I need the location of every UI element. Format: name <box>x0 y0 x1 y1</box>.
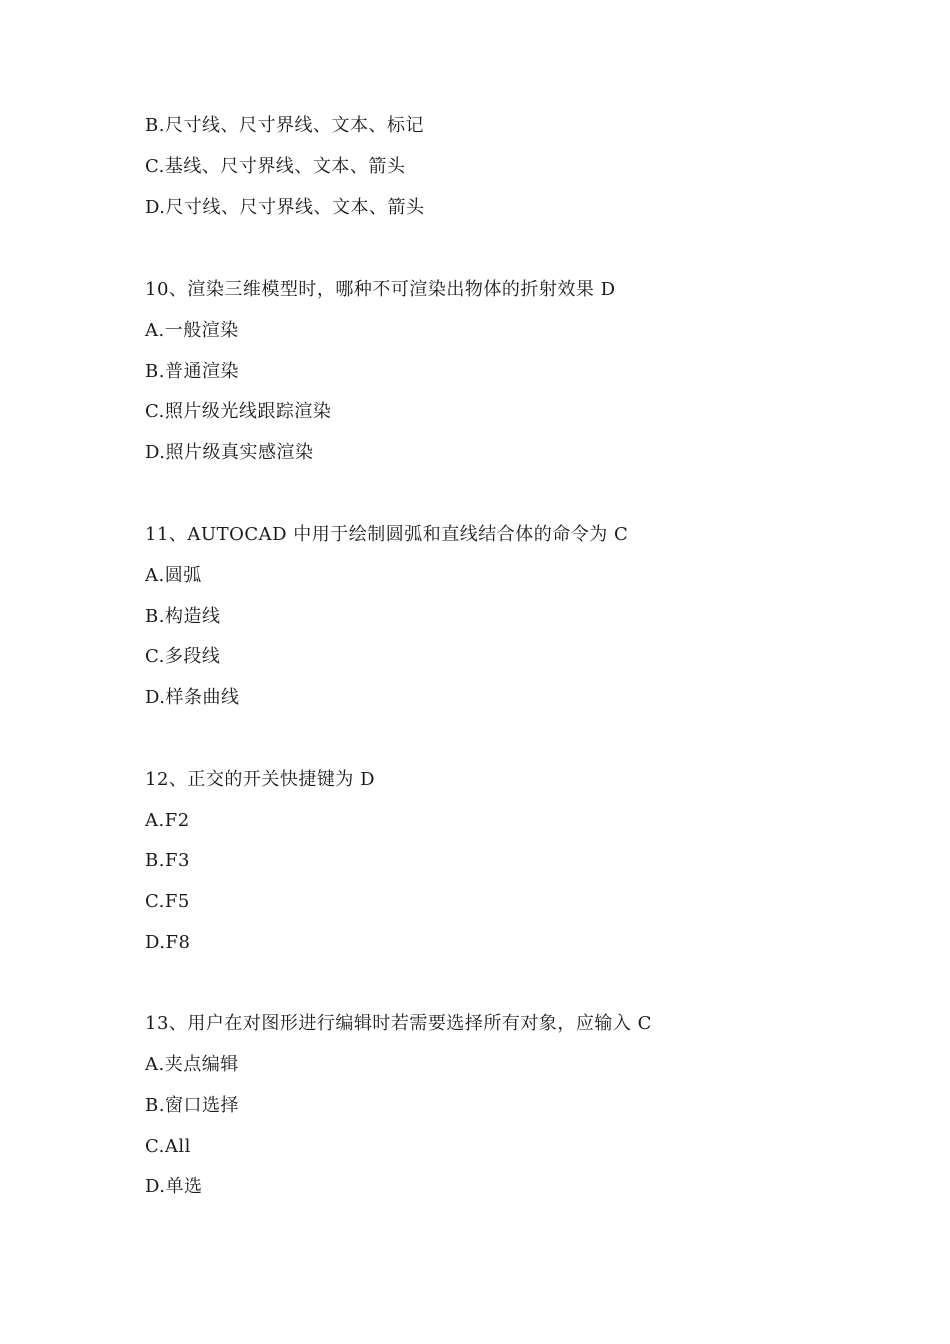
option-line: B.尺寸线、尺寸界线、文本、标记 <box>145 115 424 136</box>
option-line: C.多段线 <box>145 646 221 667</box>
option-line: D.F8 <box>145 932 191 953</box>
question-text: 11、AUTOCAD 中用于绘制圆弧和直线结合体的命令为 C <box>145 524 629 545</box>
option-line: D.样条曲线 <box>145 687 240 708</box>
option-line: A.一般渲染 <box>145 320 239 341</box>
option-line: C.F5 <box>145 891 190 912</box>
option-line: B.窗口选择 <box>145 1095 239 1116</box>
option-line: D.单选 <box>145 1176 203 1197</box>
option-line: B.F3 <box>145 850 190 871</box>
option-line: A.圆弧 <box>145 565 202 586</box>
option-line: C.基线、尺寸界线、文本、箭头 <box>145 156 406 177</box>
option-line: D.尺寸线、尺寸界线、文本、箭头 <box>145 197 425 218</box>
question-text: 10、渲染三维模型时，哪种不可渲染出物体的折射效果 D <box>145 279 616 300</box>
option-line: B.普通渲染 <box>145 361 239 382</box>
option-line: A.F2 <box>145 810 190 831</box>
option-line: C.All <box>145 1136 191 1157</box>
option-line: D.照片级真实感渲染 <box>145 442 314 463</box>
option-line: A.夹点编辑 <box>145 1054 239 1075</box>
question-text: 13、用户在对图形进行编辑时若需要选择所有对象，应输入 C <box>145 1013 652 1034</box>
option-line: C.照片级光线跟踪渲染 <box>145 401 332 422</box>
option-line: B.构造线 <box>145 606 221 627</box>
question-text: 12、正交的开关快捷键为 D <box>145 769 376 790</box>
